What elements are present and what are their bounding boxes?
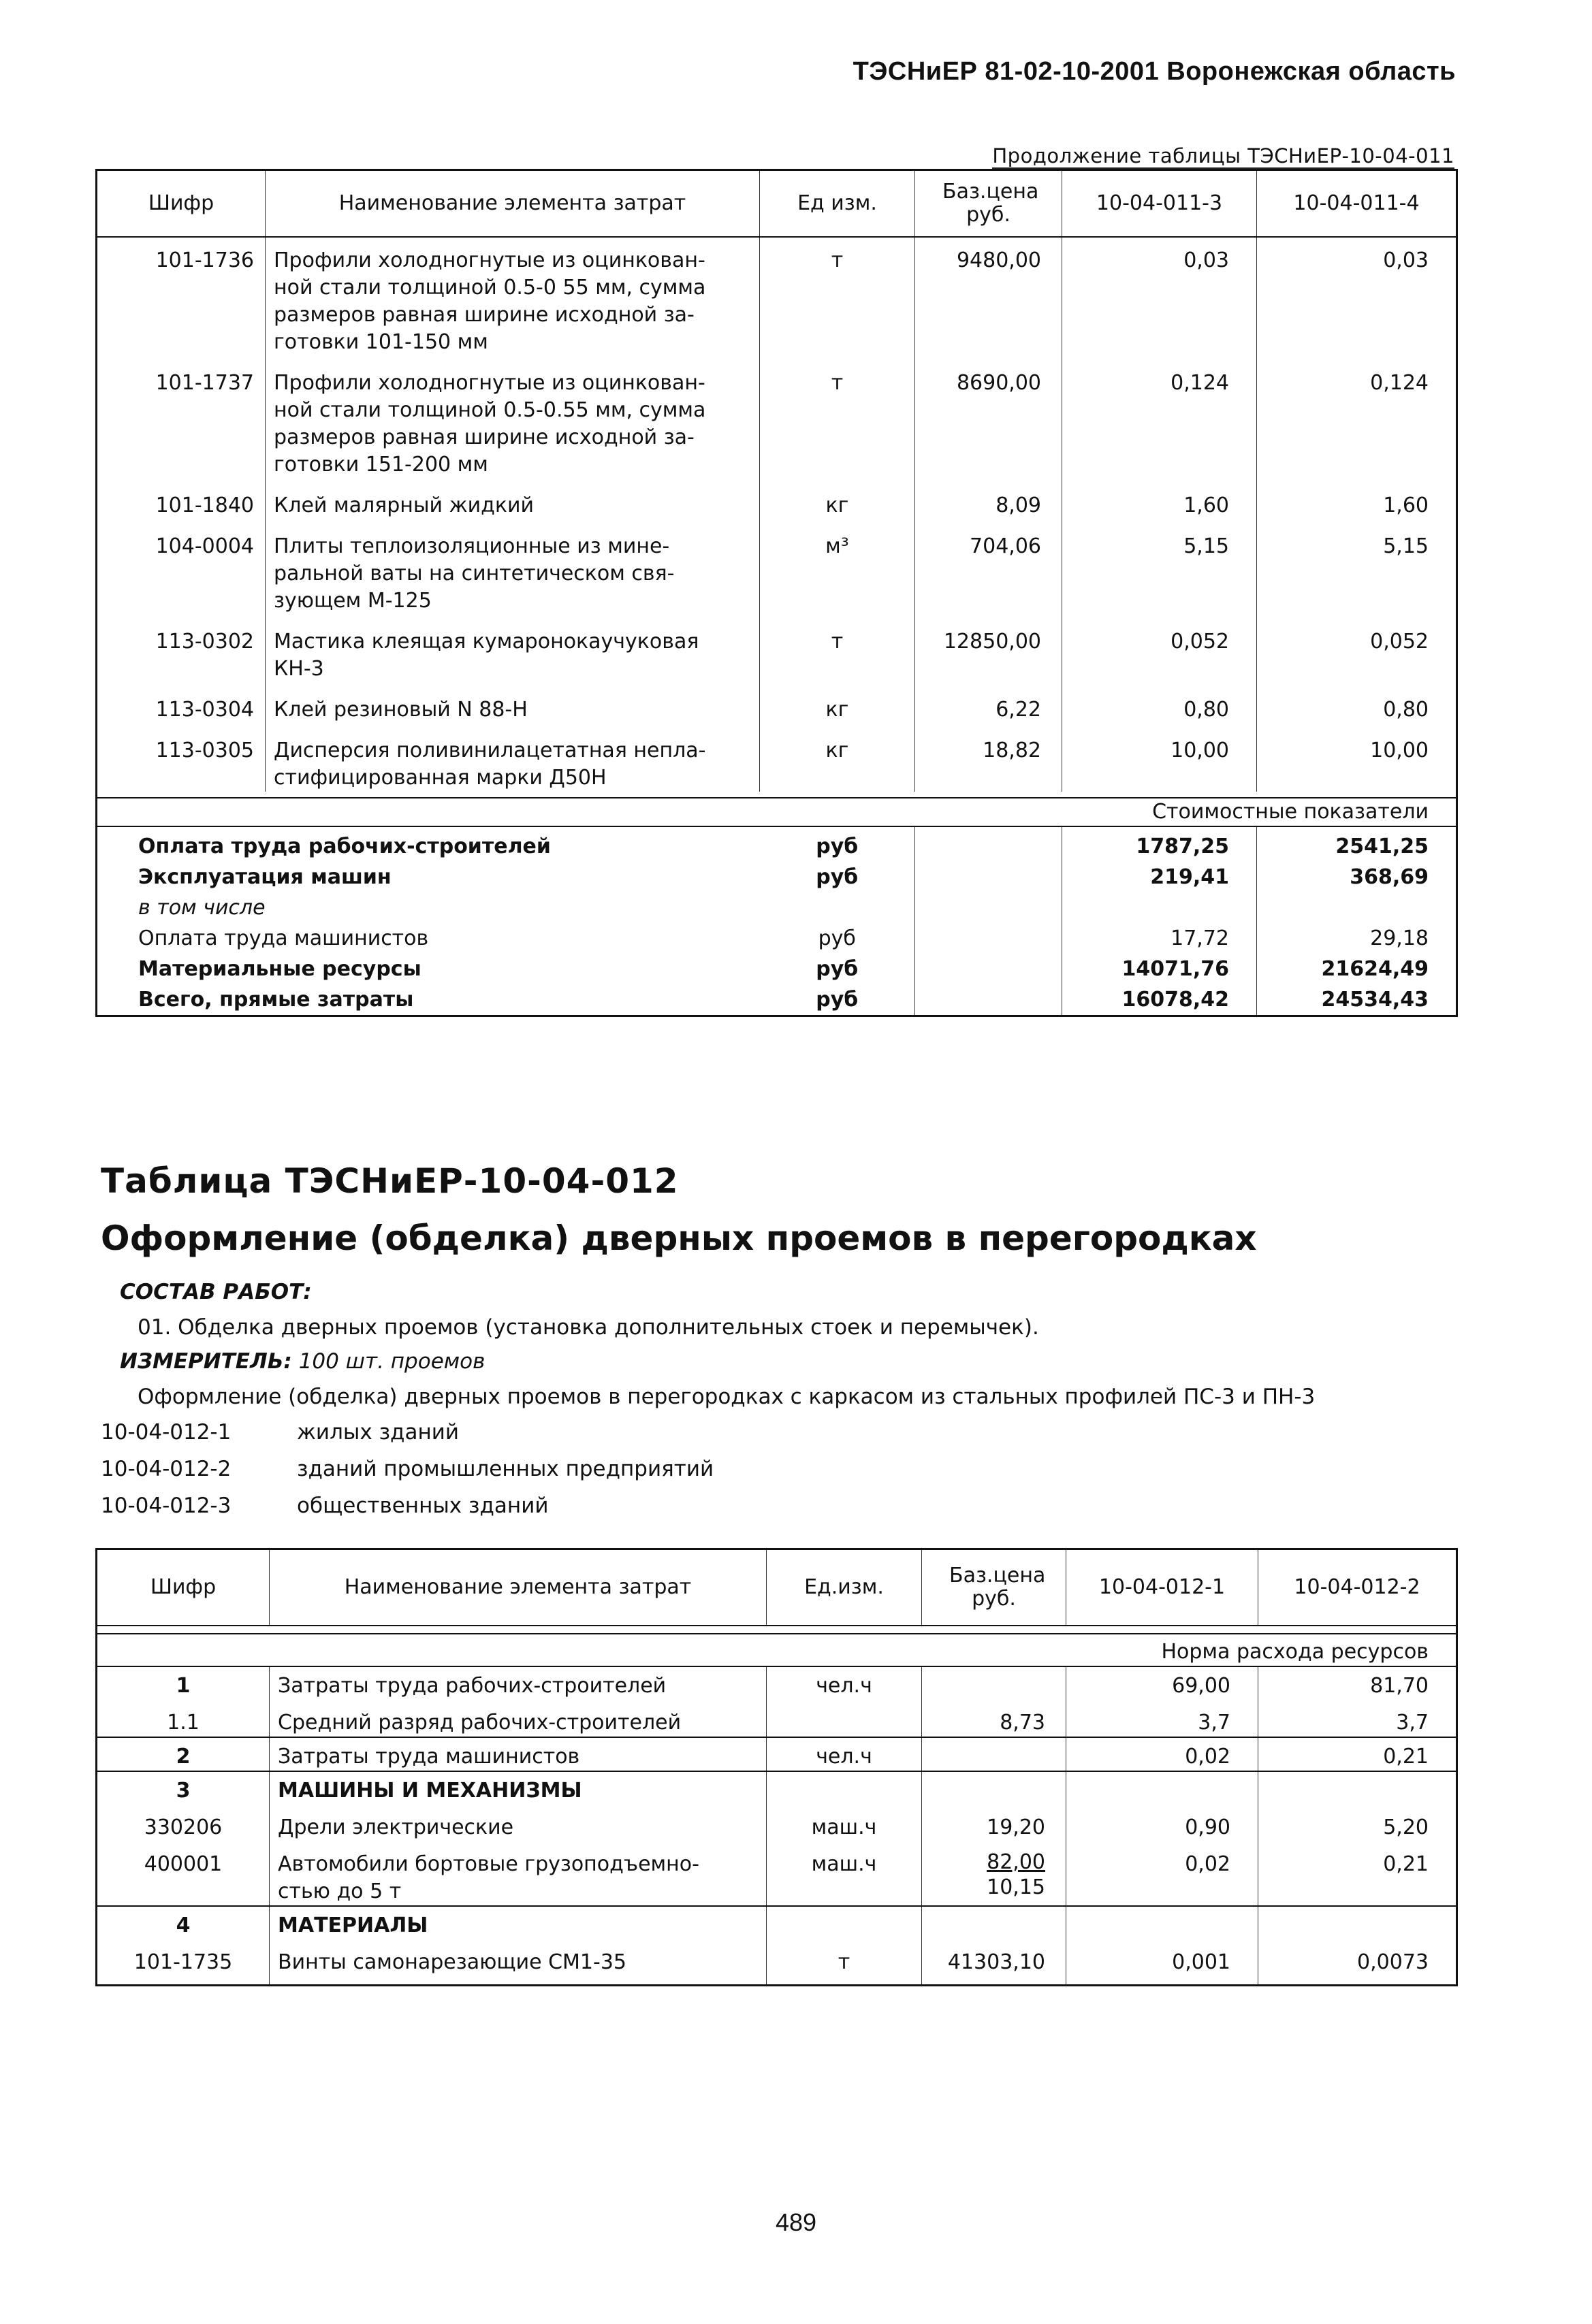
table-row [97,356,1457,479]
cell-value-1: 0,001 [1066,1939,1258,1986]
cell-price: 12850,00 [915,615,1062,683]
cell-value-4: 0,80 [1383,698,1429,722]
cell-unit: кг [760,683,915,724]
cell-code: 113-0305 [97,724,266,792]
norm-label-row [97,1634,1457,1666]
summary-unit: руб [760,923,915,954]
summary-label: Всего, прямые затраты [138,988,414,1012]
header-col-4: 10-04-011-4 [1257,170,1457,238]
cell-value-2: 0,21 [1383,1852,1429,1876]
cell-unit: т [767,1939,922,1986]
cell-name [266,519,760,615]
table-row [97,615,1457,683]
document-header: ТЭСНиЕР 81-02-10-2001 Воронежская область [853,57,1456,86]
cell-price [922,1841,1066,1906]
table-row [97,1737,1457,1771]
cell-code: 101-1737 [97,356,266,479]
name-line: Клей малярный жидкий [274,494,534,517]
summary-value-3 [1062,892,1257,923]
summary-unit: руб [760,954,915,984]
cell-code: 4 [97,1906,270,1939]
header-code: Шифр [97,170,266,238]
summary-empty-cell [915,862,1062,892]
cell-price [922,1771,1066,1805]
item-text: зданий промышленных предприятий [297,1457,714,1481]
cost-indicators-row [97,798,1457,826]
name-line: стью до 5 т [278,1879,402,1903]
section-description: Оформление (обделка) дверных проемов в перегородках с каркасом из стальных профилей ПС-3 и ПН-3 [138,1385,1316,1409]
cell-value-2: 5,20 [1383,1815,1429,1839]
summary-unit [760,892,915,923]
summary-value-3: 16078,42 [1062,984,1257,1016]
measure-line [120,1349,485,1374]
name-line: ральной ваты на синтетическом свя- [274,562,675,585]
cell-unit: чел.ч [767,1666,922,1700]
cell-value-2 [1258,1771,1457,1805]
summary-value-4: 368,69 [1350,865,1429,889]
table-subtitle: Оформление (обделка) дверных проемов в перегородках [101,1219,1257,1258]
name-line: КН-3 [274,657,324,681]
cell-name: Средний разряд рабочих-строителей [270,1700,767,1737]
cell-price: 6,22 [915,683,1062,724]
name-line: размеров равная ширине исходной за- [274,425,695,449]
cell-unit: маш.ч [767,1841,922,1906]
summary-value-4: 29,18 [1370,926,1429,950]
summary-value-4: 24534,43 [1321,988,1429,1012]
cell-value-4: 5,15 [1383,534,1429,558]
table-title: Таблица ТЭСНиЕР-10-04-012 [101,1161,679,1201]
cell-price: 8,09 [915,479,1062,519]
summary-value-4 [1257,892,1457,923]
item-code: 10-04-012-1 [101,1420,232,1445]
table-row [97,683,1457,724]
cell-value-3: 0,052 [1062,615,1257,683]
sostav-label: СОСТАВ РАБОТ: [120,1280,312,1304]
table-continuation-note: Продолжение таблицы ТЭСНиЕР-10-04-011 [992,144,1454,167]
summary-row [97,892,1457,923]
cell-unit: кг [760,479,915,519]
cell-price: 9480,00 [915,237,1062,356]
table-header-row [97,170,1457,238]
summary-row [97,954,1457,984]
cell-name: Затраты труда рабочих-строителей [270,1666,767,1700]
table-spacer-row [97,1626,1457,1634]
summary-row [97,862,1457,892]
cell-value-4: 0,03 [1383,248,1429,272]
summary-value-3: 219,41 [1062,862,1257,892]
cell-code: 101-1840 [97,479,266,519]
header-name: Наименование элемента затрат [266,170,760,238]
cell-value-1: 0,90 [1066,1805,1258,1841]
cell-name: Затраты труда машинистов [270,1737,767,1771]
cell-unit [767,1700,922,1737]
summary-unit: руб [760,984,915,1016]
name-line: ной стали толщиной 0.5-0.55 мм, сумма [274,398,706,422]
cell-value-2: 0,0073 [1357,1950,1429,1974]
header-unit: Ед изм. [760,170,915,238]
cell-name: МАТЕРИАЛЫ [270,1906,767,1939]
cell-unit: чел.ч [767,1737,922,1771]
cell-code: 104-0004 [97,519,266,615]
cell-name: Винты самонарезающие СМ1-35 [270,1939,767,1986]
name-line: готовки 151-200 мм [274,453,488,477]
cell-value-1: 0,02 [1066,1737,1258,1771]
name-line: Мастика клеящая кумаронокаучуковая [274,630,699,653]
cell-value-3: 0,80 [1062,683,1257,724]
summary-empty-cell [915,826,1062,862]
name-line: Клей резиновый N 88-Н [274,698,528,722]
work-composition-label [120,1280,312,1304]
resource-table-10-04-011 [95,169,1458,1017]
summary-row [97,984,1457,1016]
cell-code: 101-1735 [97,1939,270,1986]
cell-value-4: 1,60 [1383,494,1429,517]
summary-label: Оплата труда рабочих-строителей [138,835,551,858]
page-number: 489 [775,2208,817,2236]
cell-name [266,237,760,356]
summary-row [97,923,1457,954]
cell-value-3: 10,00 [1062,724,1257,792]
cell-unit: маш.ч [767,1805,922,1841]
cost-indicators-label: Стоимостные показатели [97,798,1457,826]
cell-value-2 [1258,1906,1457,1939]
cell-code: 1.1 [97,1700,270,1737]
cell-price [922,1737,1066,1771]
cell-name [266,724,760,792]
cell-unit [767,1771,922,1805]
cell-code: 113-0302 [97,615,266,683]
cell-name [270,1841,767,1906]
name-line: готовки 101-150 мм [274,330,488,354]
cell-price: 704,06 [915,519,1062,615]
header-col-2: 10-04-012-2 [1258,1549,1457,1626]
header-code: Шифр [97,1549,270,1626]
table-row [97,237,1457,356]
table-row [97,479,1457,519]
summary-label: в том числе [138,896,266,920]
table-row [97,1805,1457,1841]
cell-unit: т [760,356,915,479]
summary-label: Материальные ресурсы [138,957,421,981]
resource-table-10-04-012 [95,1548,1458,1986]
summary-row [97,826,1457,862]
name-line: Дисперсия поливинилацетатная непла- [274,739,706,762]
table-spacer-row [97,792,1457,798]
summary-empty-cell [915,984,1062,1016]
cell-code: 3 [97,1771,270,1805]
name-line: размеров равная ширине исходной за- [274,303,695,327]
cell-value-3: 1,60 [1062,479,1257,519]
cell-name [266,479,760,519]
item-text: жилых зданий [297,1420,460,1445]
cell-unit: т [760,615,915,683]
cell-name [266,356,760,479]
item-code: 10-04-012-2 [101,1457,232,1481]
measure-label: ИЗМЕРИТЕЛЬ: [120,1349,292,1374]
header-unit: Ед.изм. [767,1549,922,1626]
cell-code: 400001 [97,1841,270,1906]
table-row [97,1841,1457,1906]
cell-value-4: 0,124 [1370,371,1429,395]
table-row [97,1666,1457,1700]
summary-value-4: 2541,25 [1335,835,1429,858]
name-line: Плиты теплоизоляционные из мине- [274,534,670,558]
cell-code: 113-0304 [97,683,266,724]
cell-value-3: 0,03 [1062,237,1257,356]
table-row [97,1700,1457,1737]
cell-value-2: 3,7 [1396,1711,1429,1734]
cell-value-2: 0,21 [1383,1745,1429,1769]
cell-value-3: 5,15 [1062,519,1257,615]
summary-value-4: 21624,49 [1321,957,1429,981]
cell-unit: кг [760,724,915,792]
cell-code: 101-1736 [97,237,266,356]
cell-value-1: 3,7 [1066,1700,1258,1737]
summary-unit: руб [760,826,915,862]
cell-price: 19,20 [922,1805,1066,1841]
table-header-row [97,1549,1457,1626]
summary-value-3: 14071,76 [1062,954,1257,984]
name-line: Автомобили бортовые грузоподъемно- [278,1852,699,1876]
name-line: ной стали толщиной 0.5-0 55 мм, сумма [274,276,706,300]
cell-unit: т [760,237,915,356]
cell-price: 41303,10 [922,1939,1066,1986]
item-text: общественных зданий [297,1494,549,1518]
table-row [97,519,1457,615]
cell-price: 8690,00 [915,356,1062,479]
cell-value-2: 81,70 [1370,1674,1429,1698]
cell-value-1 [1066,1906,1258,1939]
cell-value-1: 0,02 [1066,1841,1258,1906]
cell-price: 8,73 [922,1700,1066,1737]
summary-label: Оплата труда машинистов [138,926,429,950]
norm-label: Норма расхода ресурсов [97,1634,1457,1666]
summary-empty-cell [915,923,1062,954]
cell-price [922,1666,1066,1700]
summary-label: Эксплуатация машин [138,865,392,889]
table-section-row [97,1906,1457,1939]
summary-value-3: 17,72 [1062,923,1257,954]
cell-value-4: 0,052 [1370,630,1429,653]
cell-unit: м³ [760,519,915,615]
cell-code: 330206 [97,1805,270,1841]
cell-price [922,1906,1066,1939]
cell-value-1: 69,00 [1066,1666,1258,1700]
header-price: Баз.цена руб. [922,1549,1066,1626]
cell-name: Дрели электрические [270,1805,767,1841]
price-line: 10,15 [987,1875,1045,1899]
measure-value: 100 шт. проемов [298,1349,485,1374]
price-line: 82,00 [987,1850,1045,1874]
cell-price: 18,82 [915,724,1062,792]
table-row [97,1939,1457,1986]
cell-unit [767,1906,922,1939]
summary-value-3: 1787,25 [1062,826,1257,862]
name-line: стифицированная марки Д50Н [274,766,607,790]
cell-value-1 [1066,1771,1258,1805]
name-line: Профили холодногнутые из оцинкован- [274,248,705,272]
cell-name [266,683,760,724]
header-col-3: 10-04-011-3 [1062,170,1257,238]
summary-unit: руб [760,862,915,892]
cell-value-3: 0,124 [1062,356,1257,479]
cell-name [266,615,760,683]
item-code: 10-04-012-3 [101,1494,232,1518]
cell-code: 1 [97,1666,270,1700]
name-line: зующем М-125 [274,589,432,613]
cell-value-4: 10,00 [1370,739,1429,762]
work-composition-item: 01. Обделка дверных проемов (установка дополнительных стоек и перемычек). [138,1315,1039,1340]
table-row [97,724,1457,792]
cell-code: 2 [97,1737,270,1771]
name-line: Профили холодногнутые из оцинкован- [274,371,705,395]
header-col-1: 10-04-012-1 [1066,1549,1258,1626]
summary-empty-cell [915,954,1062,984]
header-price: Баз.цена руб. [915,170,1062,238]
table-section-row [97,1771,1457,1805]
header-name: Наименование элемента затрат [270,1549,767,1626]
summary-empty-cell [915,892,1062,923]
cell-name: МАШИНЫ И МЕХАНИЗМЫ [270,1771,767,1805]
